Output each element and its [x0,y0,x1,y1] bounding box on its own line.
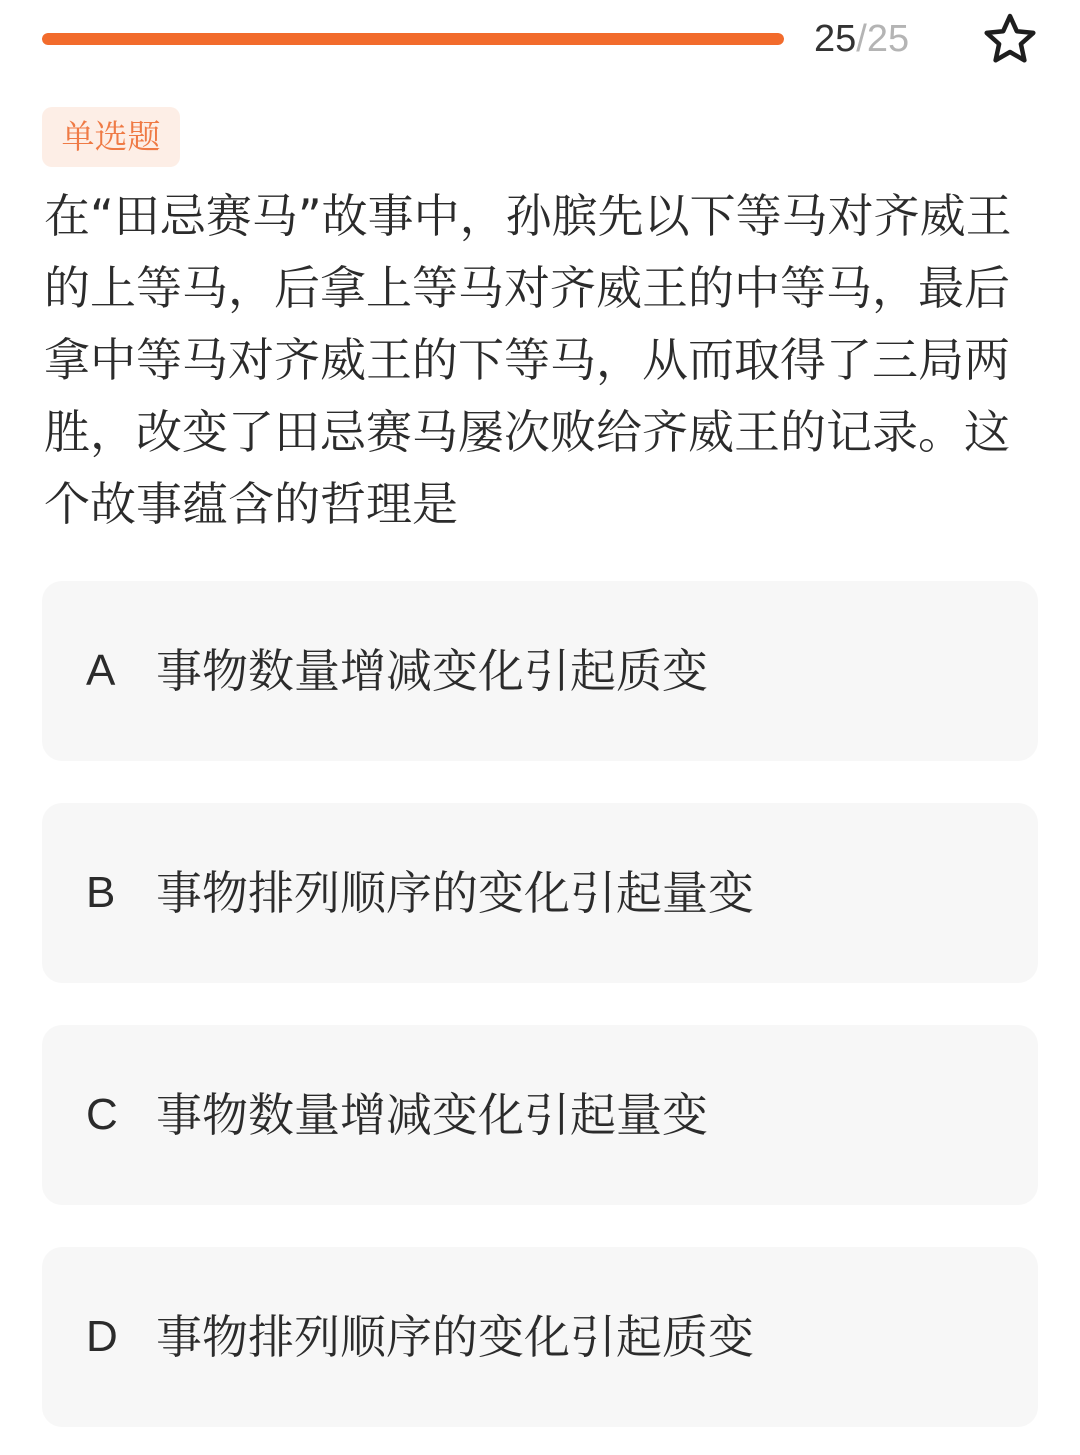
question-counter [814,14,909,64]
option-text: 事物排列顺序的变化引起质变 [156,1310,754,1364]
option-letter: B [86,868,116,917]
question-type-badge: 单选题 [42,107,180,167]
option-c[interactable] [42,1025,1038,1205]
option-text: 事物数量增减变化引起量变 [156,1088,708,1142]
option-text: 事物数量增减变化引起质变 [156,644,708,698]
counter-total: 25 [866,18,910,60]
option-text: 事物排列顺序的变化引起量变 [156,866,754,920]
option-letter: A [86,646,116,695]
quiz-header [0,0,1080,80]
question-text: 在“田忌赛马”故事中，孙膑先以下等马对齐威王的上等马，后拿上等马对齐威王的中等马，最后拿中等马对齐威王的下等马，从而取得了三局两胜，改变了田忌赛马屡次败给齐威王的记录。这个故事蕴含的哲理是 [44,189,1012,531]
counter-separator: / [856,18,867,60]
option-letter: D [86,1312,118,1361]
progress-bar [42,33,784,45]
counter-current: 25 [814,18,857,60]
favorite-button[interactable] [980,10,1040,70]
progress-bar-fill [42,33,784,45]
star-outline-icon [980,10,1040,70]
option-b[interactable] [42,803,1038,983]
option-letter: C [86,1090,118,1139]
option-d[interactable] [42,1247,1038,1427]
option-a[interactable] [42,581,1038,761]
